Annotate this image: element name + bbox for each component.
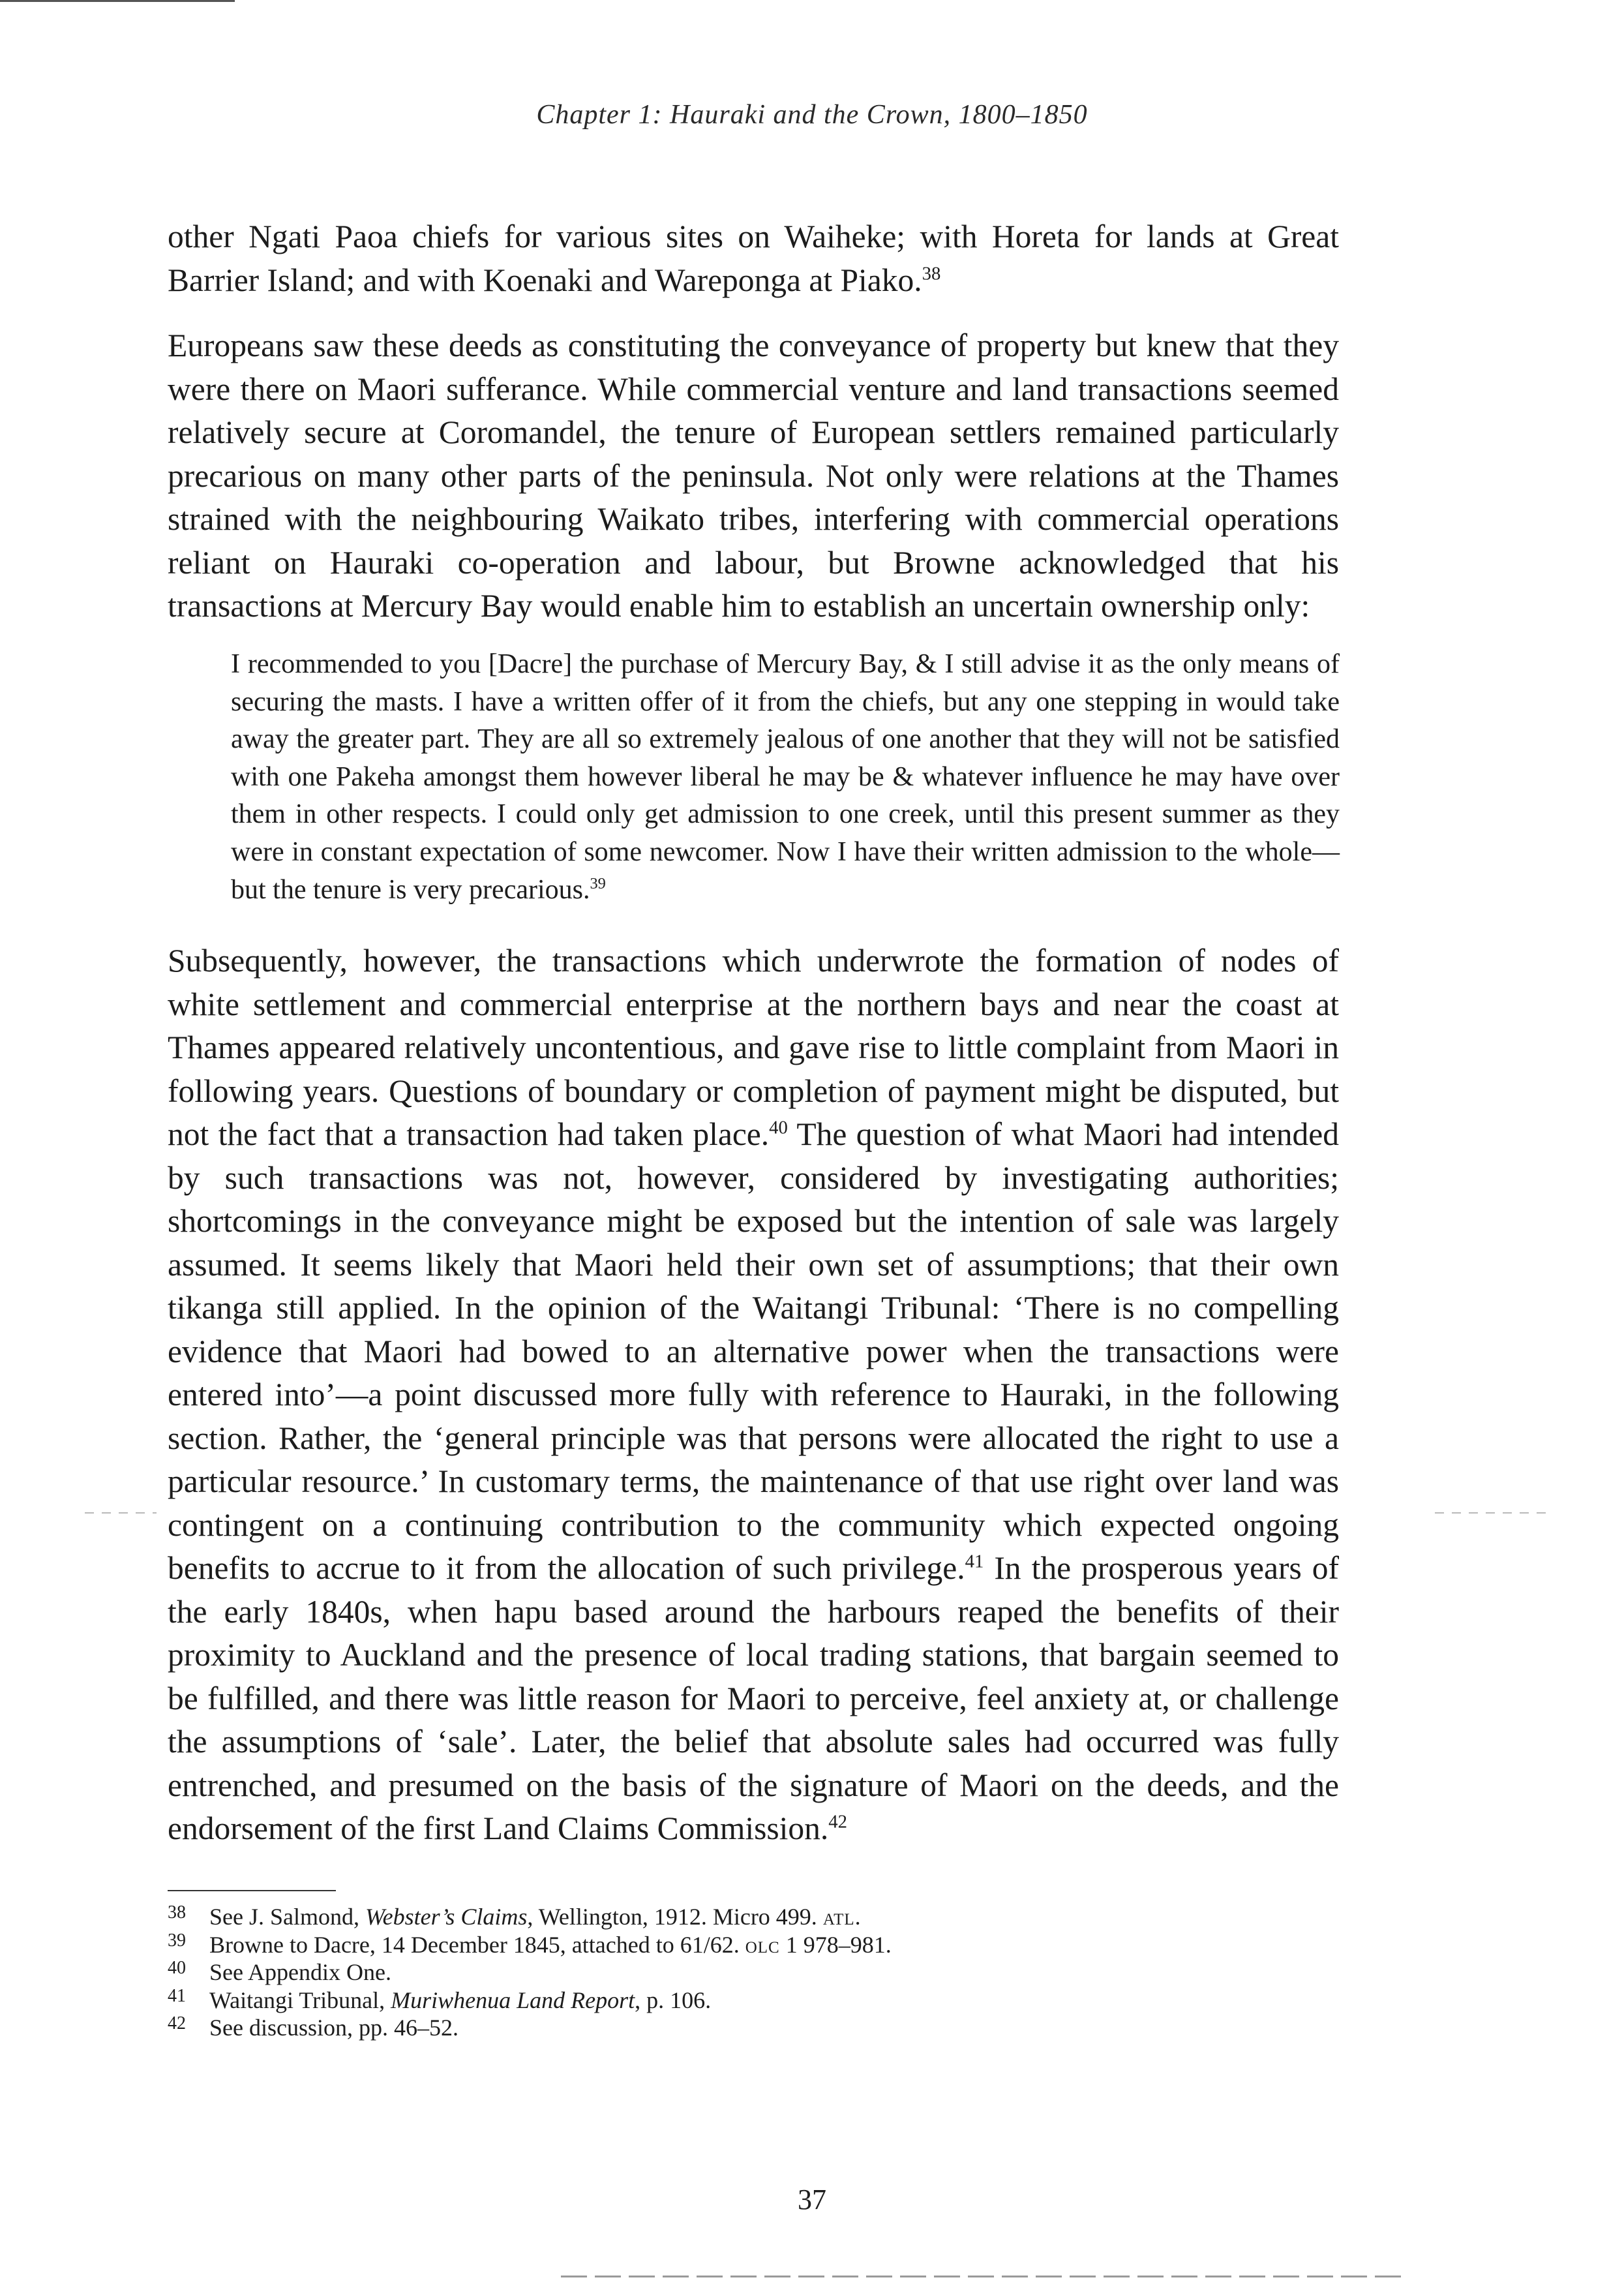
footnote-number: 40 — [168, 1958, 186, 1978]
block-quote — [231, 646, 1340, 909]
paragraph-europeans — [168, 324, 1339, 628]
running-head: Chapter 1: Hauraki and the Crown, 1800–1850 — [536, 100, 1088, 130]
paragraph-text: other Ngati Paoa chiefs for various sites on Waiheke; with Horeta for lands at Great Barrier Island; and with Koenaki and Wareponga at Piako. — [168, 219, 1339, 298]
footnote-number: 38 — [168, 1902, 186, 1923]
paragraph-text: Subsequently, however, the transactions which underwrote the formation of nodes of white settlement and commercial enterprise at the northern bays and near the coast at Thames appeared relatively uncontentious, and gave rise to little complaint from Maori in following years. Questions of boundary or completion of payment might be disputed, but not the fact that a transaction had taken place. — [168, 943, 1339, 1152]
footnote-abbreviation: olc — [745, 1931, 780, 1958]
scan-edge-rule — [0, 0, 235, 2]
footnote-text: See discussion, pp. 46–52. — [209, 2015, 459, 2041]
scan-artifact-line — [85, 1512, 157, 1514]
footnote-item — [168, 1931, 1339, 1959]
footnote-title: Webster’s Claims — [365, 1904, 528, 1930]
footnote-reference: 39 — [590, 874, 606, 892]
footnote-title: Muriwhenua Land Report — [391, 1987, 635, 2013]
footnote-text: Browne to Dacre, 14 December 1845, attached to 61/62. — [209, 1931, 745, 1958]
paragraph-continued — [168, 215, 1339, 302]
footnote-item — [168, 2014, 1339, 2042]
footnote-text: Waitangi Tribunal, — [209, 1987, 391, 2013]
footnotes-list — [168, 1903, 1339, 2042]
footnote-number: 39 — [168, 1930, 186, 1951]
scan-artifact-line — [1435, 1512, 1552, 1514]
footnote-item — [168, 1987, 1339, 2015]
footnote-number: 41 — [168, 1985, 186, 2006]
footnote-text: , p. 106. — [635, 1987, 712, 2013]
quote-text: I recommended to you [Dacre] the purchase of Mercury Bay, & I still advise it as the only means of securing the masts. I have a written offer of it from the chiefs, but any one stepping in would take away the greater part. They are all so extremely jealous of one another that they will not be satisfied with one Pakeha amongst them however liberal he may be & whatever influence he may have over them in other respects. I could only get admission to one creek, until this present summer as they were in constant expectation of some newcomer. Now I have their written admission to the whole—but the tenure is very precarious. — [231, 649, 1340, 905]
footnote-separator — [168, 1890, 336, 1891]
footnote-number: 42 — [168, 2013, 186, 2033]
footnote-text: , Wellington, 1912. Micro 499. — [527, 1904, 823, 1930]
footnote-reference: 42 — [828, 1811, 847, 1833]
scan-edge-rule — [561, 2276, 1409, 2277]
footnote-text: 1 978–981. — [779, 1931, 892, 1958]
footnote-reference: 40 — [769, 1117, 788, 1138]
footnote-item — [168, 1958, 1339, 1987]
page-number: 37 — [798, 2184, 826, 2215]
paragraph-subsequently — [168, 939, 1339, 1851]
footnote-reference: 38 — [922, 263, 941, 284]
paragraph-text: The question of what Maori had intended by such transactions was not, however, considered by investigating authorities; shortcomings in the conveyance might be exposed but the intention of sale was largely assumed. It seems likely that Maori held their own set of assumptions; that their own tikanga still applied. In the opinion of the Waitangi Tribunal: ‘There is no compelling evidence that Maori had bowed to an alternative power when the transactions were entered into’—a point discussed more fully with reference to Hauraki, in the following section. Rather, the ‘general principle was that persons were allocated the right to use a particular resource.’ In customary terms, the maintenance of that use right over land was contingent on a continuing contribution to the community which expected ongoing benefits to accrue to it from the allocation of such privilege. — [168, 1116, 1339, 1586]
footnote-text: See J. Salmond, — [209, 1904, 365, 1930]
footnote-reference: 41 — [965, 1551, 984, 1572]
footnote-abbreviation: atl. — [822, 1904, 862, 1930]
paragraph-text: In the prosperous years of the early 1840s, when hapu based around the harbours reaped the benefits of their proximity to Auckland and the presence of local trading stations, that bargain seemed to be fulfilled, and there was little reason for Maori to perceive, feel anxiety at, or challenge the assumptions of ‘sale’. Later, the belief that absolute sales had occurred was fully entrenched, and presumed on the basis of the signature of Maori on the deeds, and the endorsement of the first Land Claims Commission. — [168, 1550, 1339, 1846]
footnote-text: See Appendix One. — [209, 1959, 391, 1985]
paragraph-text: Europeans saw these deeds as constituting the conveyance of property but knew that they were there on Maori sufferance. While commercial venture and land transactions seemed relatively secure at Coromandel, the tenure of European settlers remained particularly precarious on many other parts of the peninsula. Not only were relations at the Thames strained with the neighbouring Waikato tribes, interfering with commercial operations reliant on Hauraki co-operation and labour, but Browne acknowledged that his transactions at Mercury Bay would enable him to establish an uncertain ownership only: — [168, 327, 1339, 624]
footnote-item — [168, 1903, 1339, 1931]
